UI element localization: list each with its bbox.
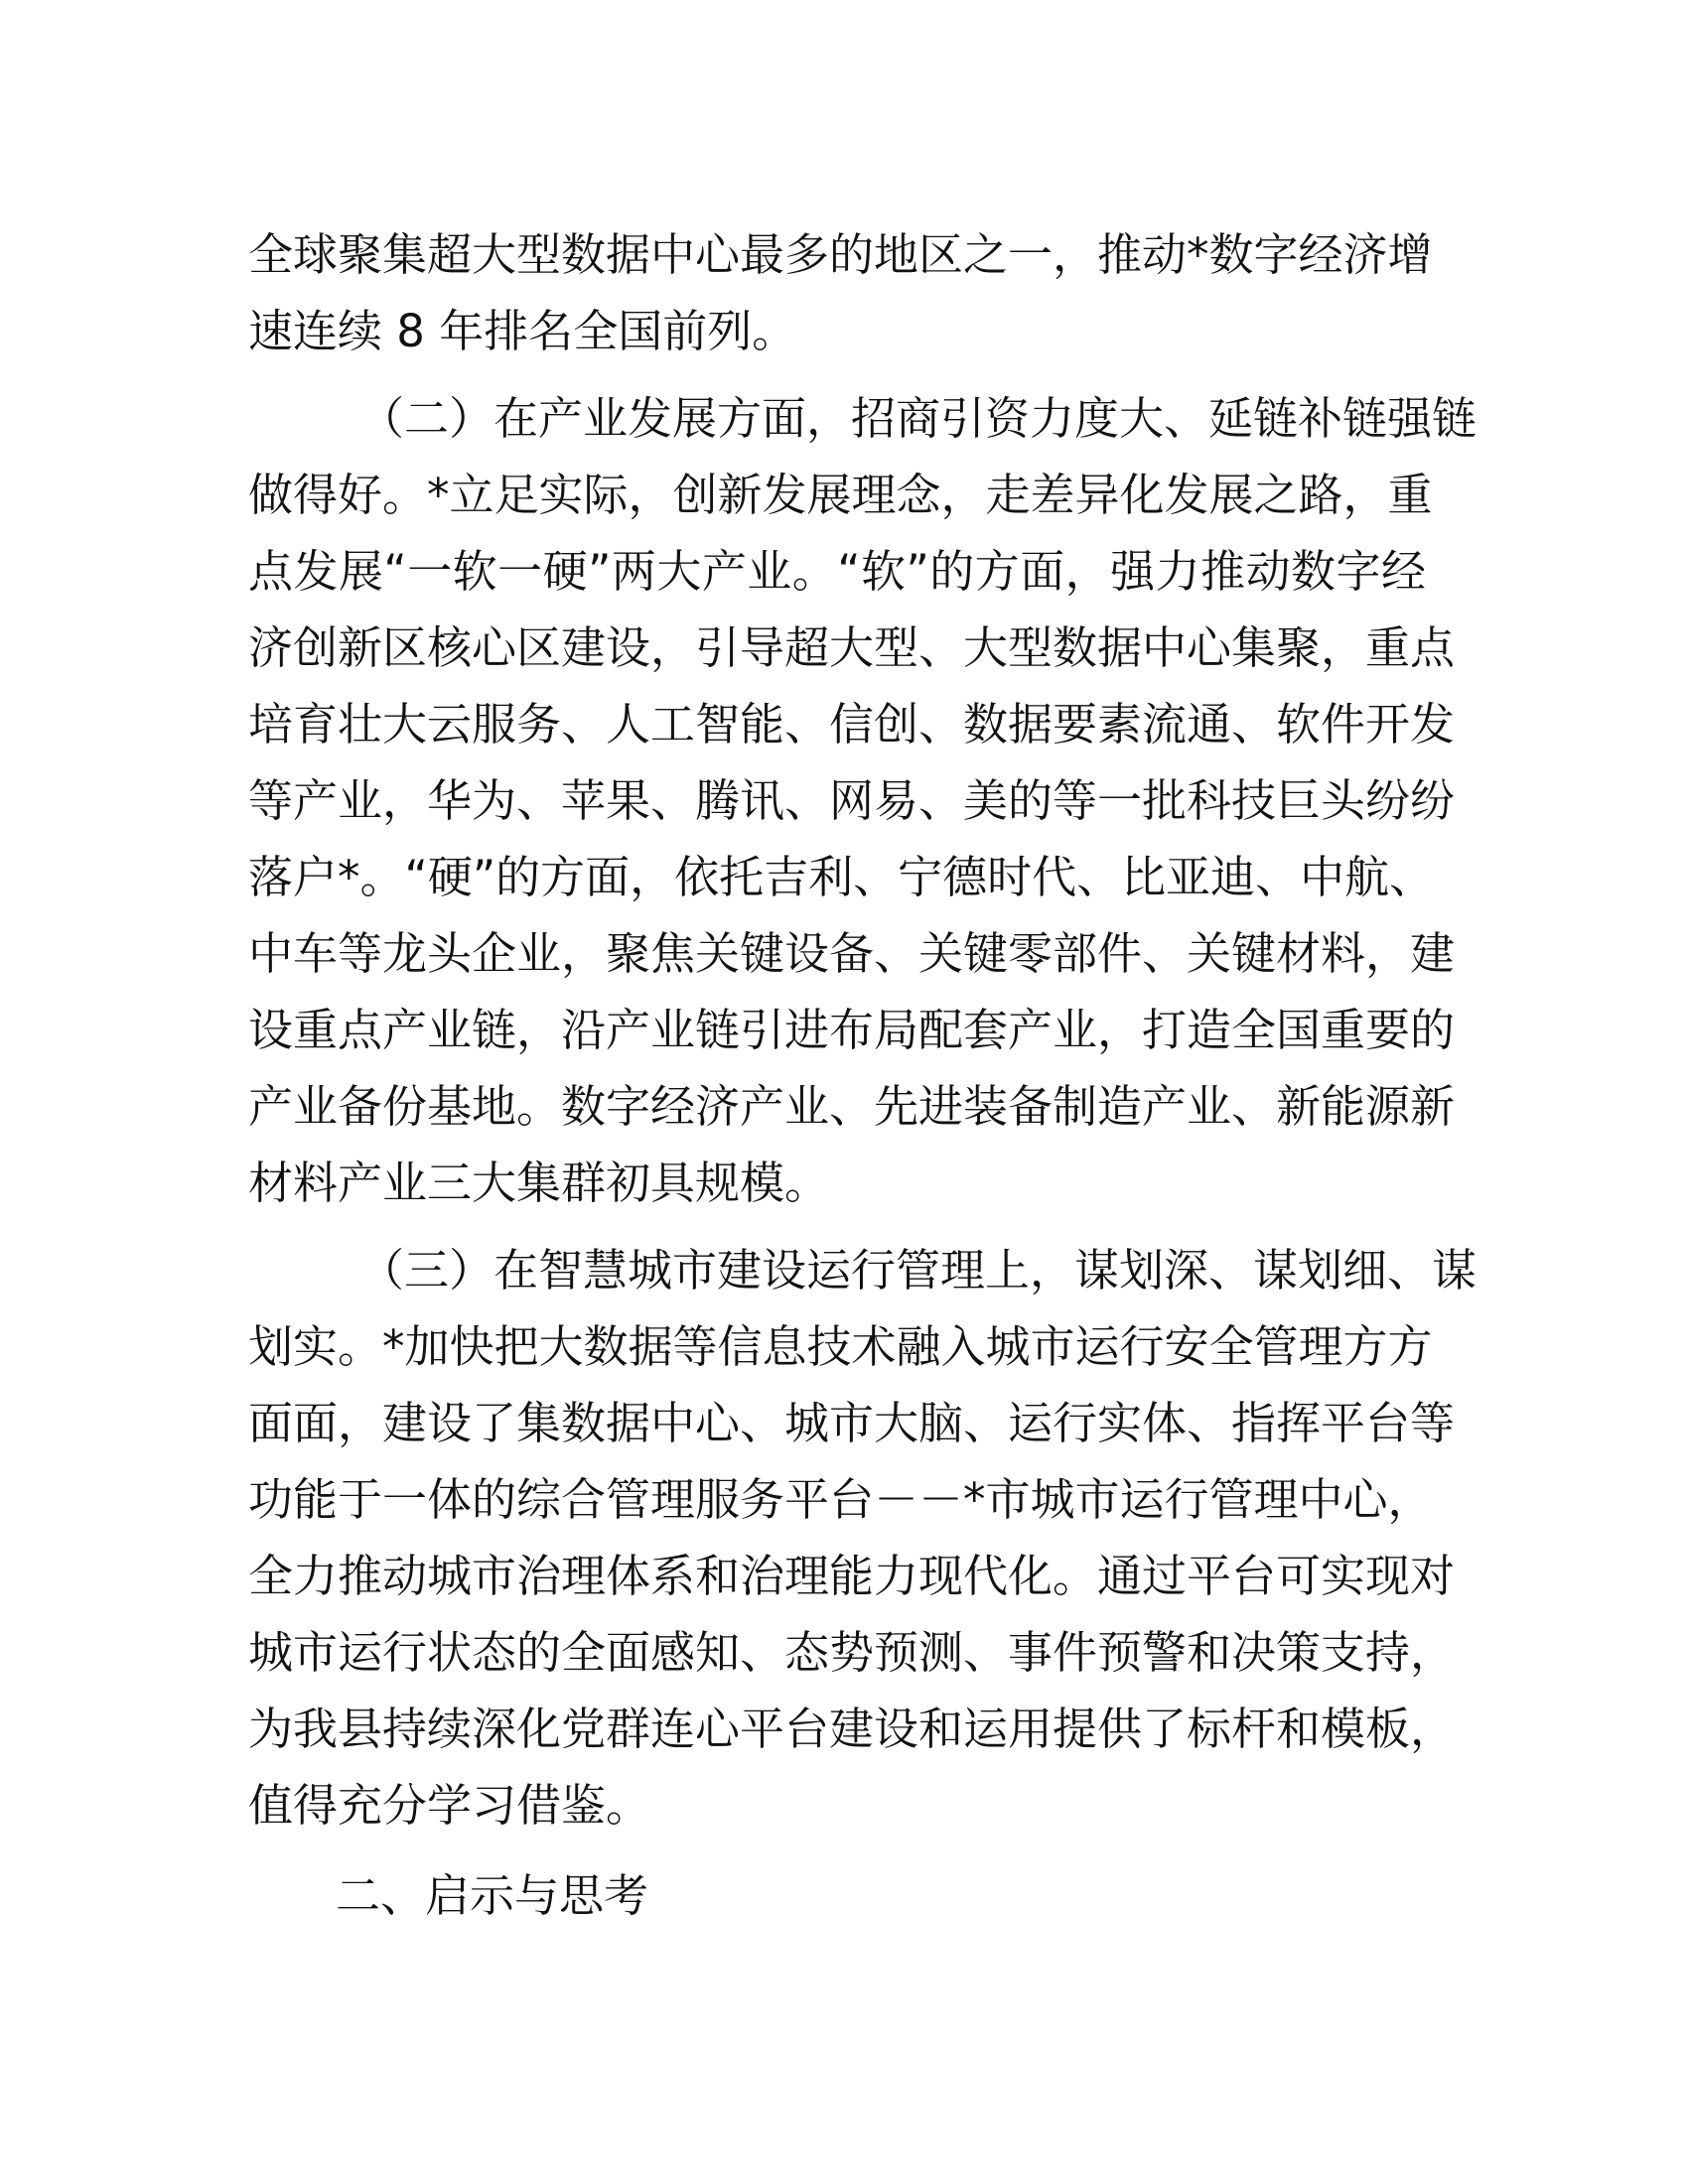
text-line: 功能于一体的综合管理服务平台－－*市城市运行管理中心， xyxy=(248,1473,1433,1526)
text-line: 落户*。“硬”的方面，依托吉利、宁德时代、比亚迪、中航、 xyxy=(248,851,1435,903)
text-line: 做得好。*立足实际，创新发展理念，走差异化发展之路，重 xyxy=(248,469,1433,521)
text-line: 值得充分学习借鉴。 xyxy=(248,1779,651,1832)
text-line: 面面，建设了集数据中心、城市大脑、运行实体、指挥平台等 xyxy=(248,1397,1456,1449)
text-line: （二）在产业发展方面，招商引资力度大、延链补链强链 xyxy=(359,392,1477,445)
text-line: 材料产业三大集群初具规模。 xyxy=(248,1157,830,1209)
text-line: 培育壮大云服务、人工智能、信创、数据要素流通、软件开发 xyxy=(248,698,1456,751)
paragraph-3 xyxy=(248,1232,1477,1843)
text-line: 等产业，华为、苹果、腾讯、网易、美的等一批科技巨头纷纷 xyxy=(248,774,1456,827)
text-line: 城市运行状态的全面感知、态势预测、事件预警和决策支持， xyxy=(248,1626,1456,1679)
text-line: 全力推动城市治理体系和治理能力现代化。通过平台可实现对 xyxy=(248,1550,1456,1602)
text-line: （三）在智慧城市建设运行管理上，谋划深、谋划细、谋 xyxy=(359,1244,1477,1297)
text-line: 全球聚集超大型数据中心最多的地区之一，推动*数字经济增 xyxy=(248,228,1433,281)
text-line: 为我县持续深化党群连心平台建设和运用提供了标杆和模板， xyxy=(248,1703,1456,1755)
text-line: 中车等龙头企业，聚焦关键设备、关键零部件、关键材料，建 xyxy=(248,927,1456,980)
paragraph-1 xyxy=(248,216,1433,369)
document-page xyxy=(248,216,1477,1934)
text-line: 速连续 8 年排名全国前列。 xyxy=(248,305,797,357)
text-line: 济创新区核心区建设，引导超大型、大型数据中心集聚，重点 xyxy=(248,621,1456,674)
text-line: 点发展“一软一硬”两大产业。“软”的方面，强力推动数字经 xyxy=(248,545,1426,598)
text-line: 产业备份基地。数字经济产业、先进装备制造产业、新能源新 xyxy=(248,1080,1456,1133)
text-line: 设重点产业链，沿产业链引进布局配套产业，打造全国重要的 xyxy=(248,1004,1456,1056)
text-line: 划实。*加快把大数据等信息技术融入城市运行安全管理方方 xyxy=(248,1320,1433,1373)
section-heading: 二、启示与思考 xyxy=(336,1869,649,1922)
paragraph-2 xyxy=(248,380,1477,1221)
